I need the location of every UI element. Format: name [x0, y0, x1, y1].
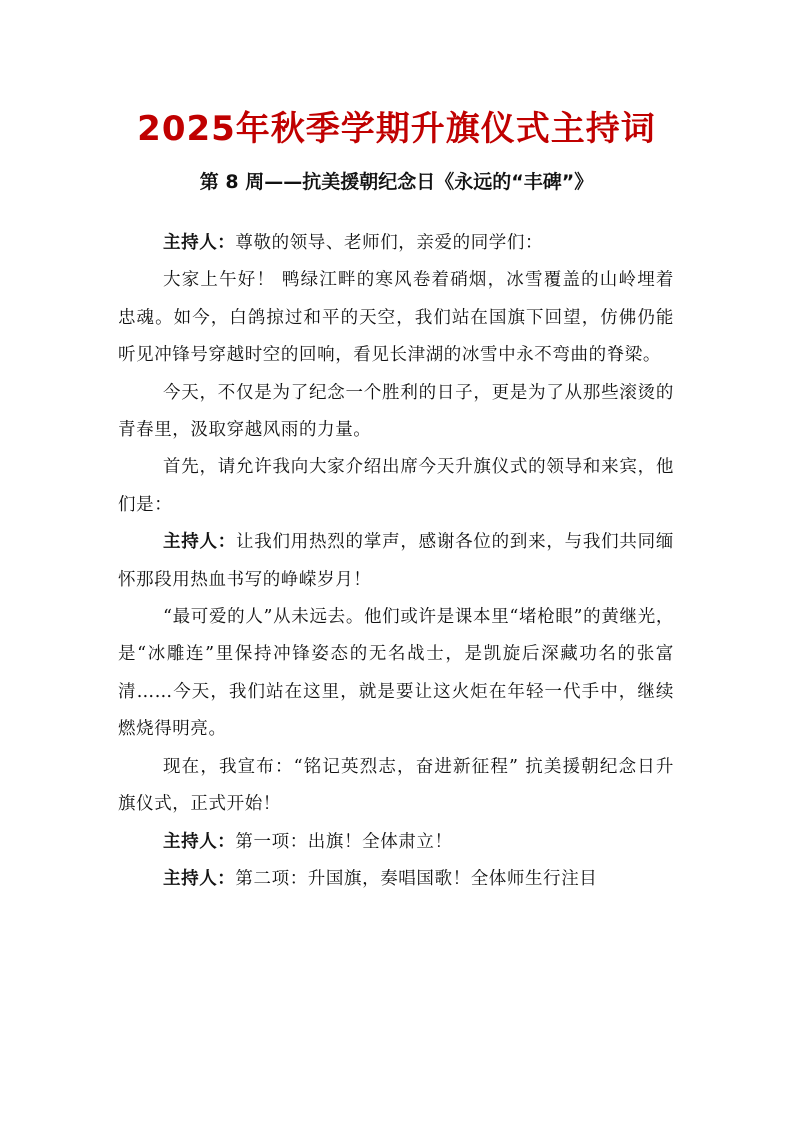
- paragraph-opening: [118, 262, 674, 374]
- paragraph-greeting: [118, 225, 674, 262]
- paragraph-announcement: [118, 749, 674, 824]
- document-subtitle: 第 8 周——抗美援朝纪念日《永远的“丰碑”》: [199, 171, 594, 193]
- paragraph-step-one: [118, 824, 674, 861]
- paragraph-text: 让我们用热烈的掌声，感谢各位的到来，与我们共同缅怀那段用热血书写的峥嵘岁月！: [118, 532, 674, 590]
- paragraph-text: 大家上午好！ 鸭绿江畔的寒风卷着硝烟，冰雪覆盖的山岭埋着忠魂。如今，白鸽掠过和平的天空，我们站在国旗下回望，仿佛仍能听见冲锋号穿越时空的回响，看见长津湖的冰雪中永不弯曲的脊梁。: [118, 270, 674, 366]
- speaker-label: 主持人：: [163, 233, 236, 253]
- document-body: [118, 225, 674, 898]
- paragraph-text: 首先，请允许我向大家介绍出席今天升旗仪式的领导和来宾，他们是：: [118, 457, 674, 515]
- paragraph-introduce-guests: [118, 449, 674, 524]
- speaker-label: 主持人：: [163, 868, 236, 889]
- speaker-label: 主持人：: [163, 532, 237, 553]
- document-title: 2025年秋季学期升旗仪式主持词: [137, 109, 656, 149]
- paragraph-text: 现在，我宣布：“铭记英烈志，奋进新征程” 抗美援朝纪念日升旗仪式，正式开始！: [118, 756, 674, 815]
- paragraph-text: “最可爱的人”从未远去。他们或许是课本里“堵枪眼”的黄继光，是“冰雕连”里保持冲锋姿态的无名战士，是凯旋后深藏功名的张富清……今天，我们站在这里，就是要让这火炬在年轻一代手中，继续燃烧得明亮。: [118, 607, 674, 740]
- paragraph-purpose: [118, 375, 674, 450]
- paragraph-heroes: [118, 599, 674, 749]
- paragraph-text: 第二项：升国旗，奏唱国歌！全体师生行注目: [235, 868, 598, 889]
- paragraph-text: 今天，不仅是为了纪念一个胜利的日子，更是为了从那些滚烫的青春里，汲取穿越风雨的力量。: [118, 382, 674, 441]
- paragraph-thanks: [118, 524, 674, 599]
- speaker-label: 主持人：: [163, 831, 236, 852]
- paragraph-text: 尊敬的领导、老师们，亲爱的同学们：: [235, 233, 544, 253]
- paragraph-step-two: [118, 861, 674, 898]
- paragraph-text: 第一项：出旗！全体肃立！: [235, 831, 453, 852]
